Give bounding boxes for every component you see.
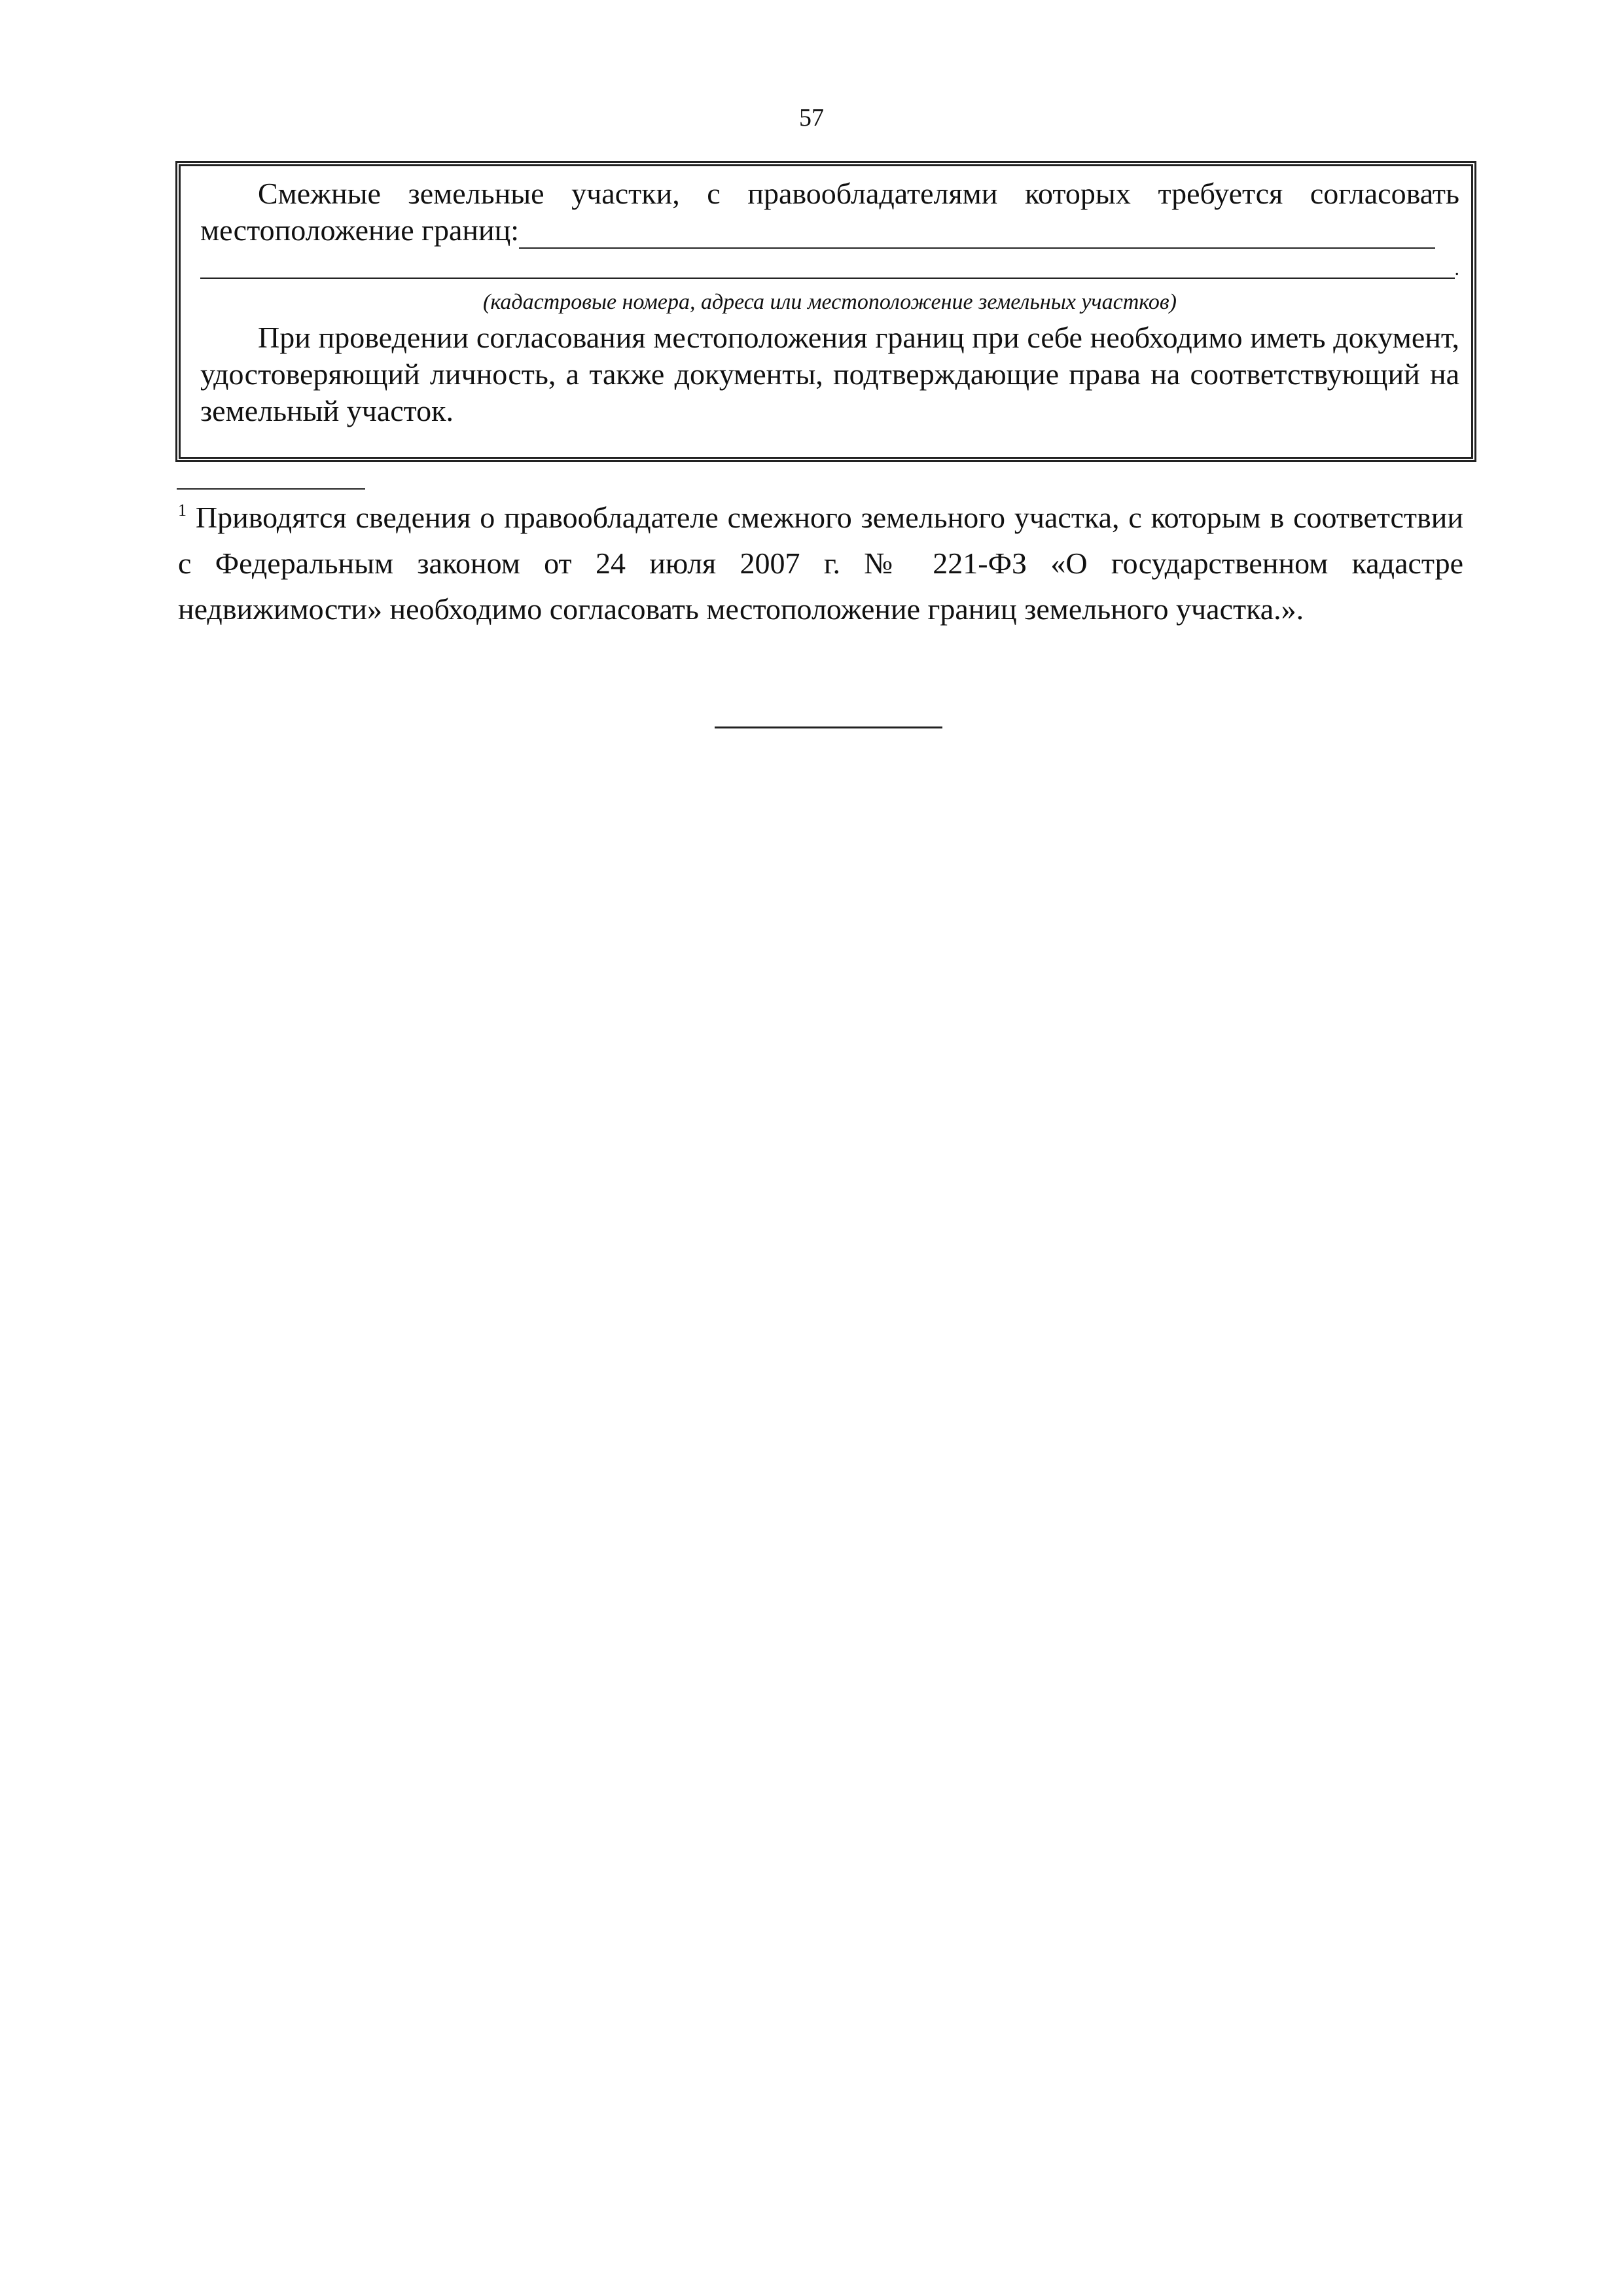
footnote-marker: 1 [178,501,187,520]
fill-hint: (кадастровые номера, адреса или местоположение земельных участков) [483,290,1177,314]
adjacent-plots-paragraph: Смежные земельные участки, с правообладателями которых требуется согласовать [258,177,1459,210]
boundaries-label: местоположение границ: [200,213,520,247]
end-of-document-rule [715,726,942,728]
footnote-separator [177,488,365,490]
notice-frame [175,161,1476,462]
trailing-dot: . [1454,258,1459,279]
boundaries-fill-line [519,247,1435,249]
documents-paragraph: При проведении согласования местоположения границ при себе необходимо иметь документ, удостоверяющий личность, а также документы, подтверждающие права на соответствующий на земельный участок. [200,321,1459,427]
footnote-text: Приводятся сведения о правообладателе смежного земельного участка, с которым в соответствии с Федеральным законом от 24 июля 2007 г. № 221-ФЗ «О государственном кадастре недвижимости» необходимо согласовать местоположение границ земельного участка.». [178,501,1463,626]
boundaries-fill-row [200,212,1459,249]
page-number: 57 [799,104,824,132]
footnote [178,495,1463,632]
notice-frame-content [200,175,1459,429]
plots-fill-line [200,278,1455,279]
plots-fill-row [200,249,1459,279]
